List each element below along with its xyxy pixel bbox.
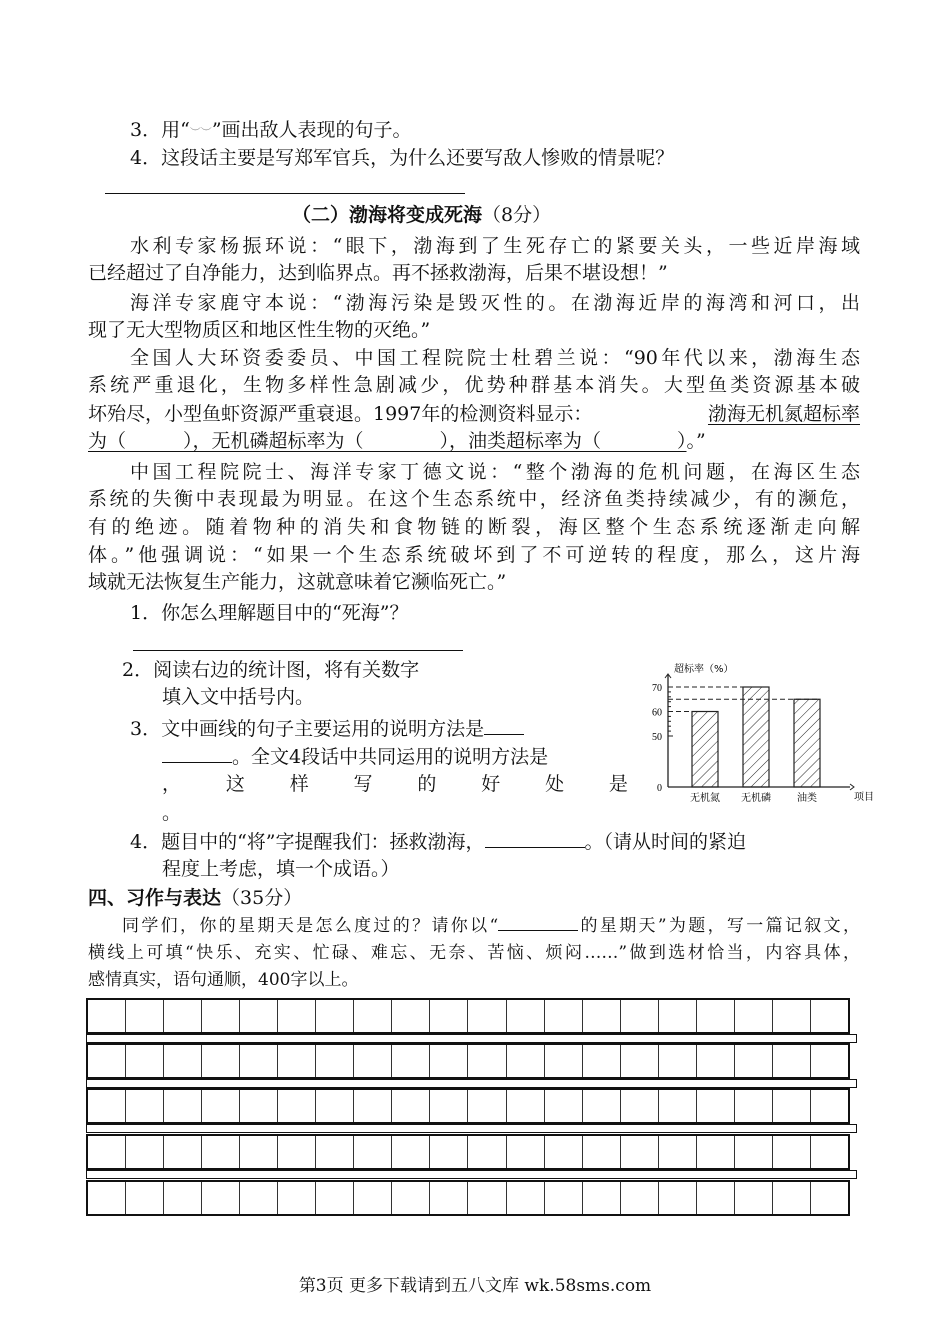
- question-2: 2．阅读右边的统计图，将有关数字: [122, 659, 420, 681]
- grid-cell[interactable]: [507, 1090, 545, 1122]
- grid-cell[interactable]: [697, 1045, 735, 1077]
- passage-line: 有的绝迹。随着物种的消失和食物链的断裂，海区整个生态系统逐渐走向解: [88, 516, 860, 538]
- grid-cell[interactable]: [202, 1136, 240, 1168]
- x-axis-arrow: [850, 784, 854, 790]
- grid-cell[interactable]: [773, 1182, 811, 1214]
- question-1: 1．你怎么理解题目中的“死海”？: [130, 602, 409, 624]
- grid-cell[interactable]: [621, 1090, 659, 1122]
- grid-cell[interactable]: [583, 1000, 621, 1032]
- x-tick-label: 无机磷: [741, 793, 771, 804]
- grid-cell[interactable]: [278, 1090, 316, 1122]
- bar-无机氮: [692, 712, 718, 788]
- y-tick-label: 50: [652, 732, 662, 743]
- title-blank[interactable]: [498, 916, 578, 931]
- grid-cell[interactable]: [773, 1000, 811, 1032]
- question-3-cont: ， 这 样 写 的 好 处 是: [162, 773, 628, 795]
- grid-cell[interactable]: [164, 1136, 202, 1168]
- passage-line: 已经超过了自净能力，达到临界点。再不拯救渤海，后果不堪设想！”: [88, 262, 668, 284]
- grid-cell[interactable]: [811, 1000, 848, 1032]
- grid-cell[interactable]: [621, 1000, 659, 1032]
- grid-cell[interactable]: [430, 1045, 468, 1077]
- grid-cell[interactable]: [697, 1000, 735, 1032]
- grid-cell[interactable]: [621, 1045, 659, 1077]
- grid-cell[interactable]: [240, 1136, 278, 1168]
- grid-cell[interactable]: [240, 1182, 278, 1214]
- passage-line: 坏殆尽，小型鱼虾资源严重衰退。1997年的检测资料显示： 渤海无机氮超标率: [88, 403, 860, 425]
- grid-cell[interactable]: [164, 1045, 202, 1077]
- passage-line: 为（ ），无机磷超标率为（ ），油类超标率为（ ）。”: [88, 430, 706, 452]
- grid-cell[interactable]: [278, 1045, 316, 1077]
- question-3-cont: 。全文4段话中共同运用的说明方法是: [162, 744, 548, 770]
- grid-separator: [86, 1124, 857, 1133]
- grid-cell[interactable]: [126, 1045, 164, 1077]
- grid-cell[interactable]: [126, 1090, 164, 1122]
- grid-cell[interactable]: [583, 1136, 621, 1168]
- grid-cell[interactable]: [316, 1136, 354, 1168]
- grid-cell[interactable]: [354, 1000, 392, 1032]
- grid-cell[interactable]: [202, 1182, 240, 1214]
- x-tick-label: 油类: [797, 793, 817, 804]
- passage-line: 现了无大型物质区和地区性生物的灭绝。”: [88, 319, 431, 341]
- bar-chart: [640, 660, 874, 810]
- grid-cell[interactable]: [278, 1182, 316, 1214]
- grid-cell[interactable]: [468, 1090, 506, 1122]
- grid-cell[interactable]: [164, 1090, 202, 1122]
- x-tick-label: 无机氮: [690, 793, 720, 804]
- grid-cell[interactable]: [583, 1182, 621, 1214]
- grid-cell[interactable]: [507, 1136, 545, 1168]
- grid-row[interactable]: [86, 998, 850, 1034]
- grid-cell[interactable]: [164, 1182, 202, 1214]
- answer-line: [105, 193, 465, 194]
- grid-cell[interactable]: [659, 1045, 697, 1077]
- essay-prompt-line: 横线上可填“快乐、充实、忙碌、难忘、无奈、苦恼、烦闷……”做到选材恰当，内容具体，: [88, 943, 860, 963]
- grid-cell[interactable]: [202, 1045, 240, 1077]
- question-4-cont: 程度上考虑，填一个成语。）: [162, 858, 400, 880]
- answer-blank[interactable]: [162, 744, 232, 763]
- grid-cell[interactable]: [240, 1045, 278, 1077]
- y-tick-label: 60: [652, 707, 662, 719]
- grid-cell[interactable]: [697, 1182, 735, 1214]
- grid-cell[interactable]: [735, 1045, 773, 1077]
- grid-cell[interactable]: [88, 1182, 126, 1214]
- grid-cell[interactable]: [392, 1182, 430, 1214]
- grid-cell[interactable]: [811, 1090, 848, 1122]
- grid-row[interactable]: [86, 1180, 850, 1216]
- grid-cell[interactable]: [697, 1090, 735, 1122]
- grid-separator: [86, 1079, 857, 1088]
- section-4-heading: 四、习作与表达（35分）: [88, 887, 303, 909]
- grid-cell[interactable]: [126, 1000, 164, 1032]
- passage-title: （二）渤海将变成死海（8分）: [292, 204, 552, 226]
- grid-cell[interactable]: [735, 1090, 773, 1122]
- question-3: 3．文中画线的句子主要运用的说明方法是: [130, 716, 524, 742]
- passage-line: 系统严重退化，生物多样性急剧减少，优势种群基本消失。大型鱼类资源基本破: [88, 374, 860, 396]
- grid-row[interactable]: [86, 1043, 850, 1079]
- grid-cell[interactable]: [735, 1000, 773, 1032]
- y-axis-label: 超标率（%）: [674, 664, 734, 675]
- grid-cell[interactable]: [507, 1045, 545, 1077]
- grid-cell[interactable]: [545, 1000, 583, 1032]
- answer-blank[interactable]: [485, 829, 585, 848]
- grid-cell[interactable]: [468, 1182, 506, 1214]
- y-tick-label: 0: [657, 783, 662, 794]
- grid-cell[interactable]: [392, 1045, 430, 1077]
- grid-cell[interactable]: [773, 1090, 811, 1122]
- grid-cell[interactable]: [316, 1182, 354, 1214]
- essay-prompt-line: 感情真实，语句通顺，400字以上。: [88, 970, 359, 990]
- grid-cell[interactable]: [88, 1000, 126, 1032]
- grid-cell[interactable]: [621, 1182, 659, 1214]
- passage-line: 体。”他强调说：“如果一个生态系统破坏到了不可逆转的程度，那么，这片海: [88, 544, 860, 566]
- grid-cell[interactable]: [811, 1136, 848, 1168]
- grid-cell[interactable]: [659, 1182, 697, 1214]
- passage-line: 系统的失衡中表现最为明显。在这个生态系统中，经济鱼类持续减少，有的濒危，: [88, 488, 860, 510]
- y-tick-label: 70: [652, 683, 662, 694]
- underlined-sentence: 渤海无机氮超标率: [707, 403, 860, 425]
- grid-cell[interactable]: [468, 1045, 506, 1077]
- question-4: 4．题目中的“将”字提醒我们：拯救渤海， 。（请从时间的紧迫: [130, 831, 747, 853]
- grid-cell[interactable]: [278, 1136, 316, 1168]
- grid-separator: [86, 1170, 857, 1179]
- grid-cell[interactable]: [430, 1090, 468, 1122]
- grid-cell[interactable]: [240, 1090, 278, 1122]
- bar-无机磷: [743, 687, 769, 787]
- x-axis-label: 项目: [854, 792, 874, 803]
- grid-cell[interactable]: [507, 1000, 545, 1032]
- grid-cell[interactable]: [354, 1045, 392, 1077]
- question-3-end: 。: [162, 802, 182, 824]
- grid-cell[interactable]: [88, 1045, 126, 1077]
- grid-cell[interactable]: [697, 1136, 735, 1168]
- answer-line[interactable]: [133, 650, 463, 651]
- grid-cell[interactable]: [126, 1136, 164, 1168]
- grid-cell[interactable]: [430, 1136, 468, 1168]
- grid-cell[interactable]: [316, 1000, 354, 1032]
- bar-油类: [794, 699, 820, 787]
- grid-cell[interactable]: [659, 1090, 697, 1122]
- grid-cell[interactable]: [88, 1090, 126, 1122]
- grid-cell[interactable]: [735, 1182, 773, 1214]
- grid-cell[interactable]: [507, 1182, 545, 1214]
- grid-cell[interactable]: [316, 1045, 354, 1077]
- passage-line: 全国人大环资委委员、中国工程院院士杜碧兰说：“90年代以来，渤海生态: [130, 347, 860, 369]
- grid-cell[interactable]: [773, 1136, 811, 1168]
- grid-cell[interactable]: [545, 1090, 583, 1122]
- passage-line: 域就无法恢复生产能力，这就意味着它濒临死亡。”: [88, 571, 507, 593]
- grid-cell[interactable]: [430, 1000, 468, 1032]
- question-3-prev: 3．用“︶︶”画出敌人表现的句子。: [130, 119, 412, 141]
- grid-cell[interactable]: [735, 1136, 773, 1168]
- grid-cell[interactable]: [278, 1000, 316, 1032]
- passage-line: 海洋专家鹿守本说：“渤海污染是毁灭性的。在渤海近岸的海湾和河口，出: [130, 292, 860, 314]
- grid-cell[interactable]: [773, 1045, 811, 1077]
- grid-cell[interactable]: [659, 1000, 697, 1032]
- passage-line: 水利专家杨振环说：“眼下，渤海到了生死存亡的紧要关头，一些近岸海域: [130, 235, 860, 257]
- grid-cell[interactable]: [392, 1136, 430, 1168]
- grid-cell[interactable]: [202, 1090, 240, 1122]
- grid-cell[interactable]: [621, 1136, 659, 1168]
- grid-cell[interactable]: [316, 1090, 354, 1122]
- grid-cell[interactable]: [659, 1136, 697, 1168]
- grid-cell[interactable]: [545, 1182, 583, 1214]
- passage-line: 中国工程院院士、海洋专家丁德文说：“整个渤海的危机问题，在海区生态: [130, 461, 860, 483]
- grid-separator: [86, 1034, 857, 1043]
- grid-cell[interactable]: [468, 1136, 506, 1168]
- grid-cell[interactable]: [430, 1182, 468, 1214]
- grid-cell[interactable]: [202, 1000, 240, 1032]
- grid-cell[interactable]: [545, 1136, 583, 1168]
- grid-cell[interactable]: [126, 1182, 164, 1214]
- grid-cell[interactable]: [164, 1000, 202, 1032]
- grid-row[interactable]: [86, 1088, 850, 1124]
- grid-row[interactable]: [86, 1134, 850, 1170]
- grid-cell[interactable]: [354, 1182, 392, 1214]
- question-2-cont: 填入文中括号内。: [162, 686, 315, 708]
- grid-cell[interactable]: [88, 1136, 126, 1168]
- grid-cell[interactable]: [240, 1000, 278, 1032]
- grid-cell[interactable]: [811, 1182, 848, 1214]
- grid-cell[interactable]: [392, 1090, 430, 1122]
- grid-cell[interactable]: [583, 1045, 621, 1077]
- question-4-prev: 4．这段话主要是写郑军官兵，为什么还要写敌人惨败的情景呢？: [130, 147, 675, 169]
- grid-cell[interactable]: [354, 1136, 392, 1168]
- grid-cell[interactable]: [392, 1000, 430, 1032]
- essay-prompt-line: 同学们，你的星期天是怎么度过的？请你以“ 的星期天”为题，写一篇记叙文，: [122, 916, 860, 936]
- answer-blank[interactable]: [484, 716, 524, 735]
- grid-cell[interactable]: [811, 1045, 848, 1077]
- grid-cell[interactable]: [354, 1090, 392, 1122]
- page-footer: 第3页 更多下载请到五八文库 wk.58sms.com: [298, 1276, 652, 1296]
- underlined-sentence: 为（ ），无机磷超标率为（ ），油类超标率为（ ）: [88, 430, 687, 452]
- grid-cell[interactable]: [583, 1090, 621, 1122]
- grid-cell[interactable]: [545, 1045, 583, 1077]
- grid-cell[interactable]: [468, 1000, 506, 1032]
